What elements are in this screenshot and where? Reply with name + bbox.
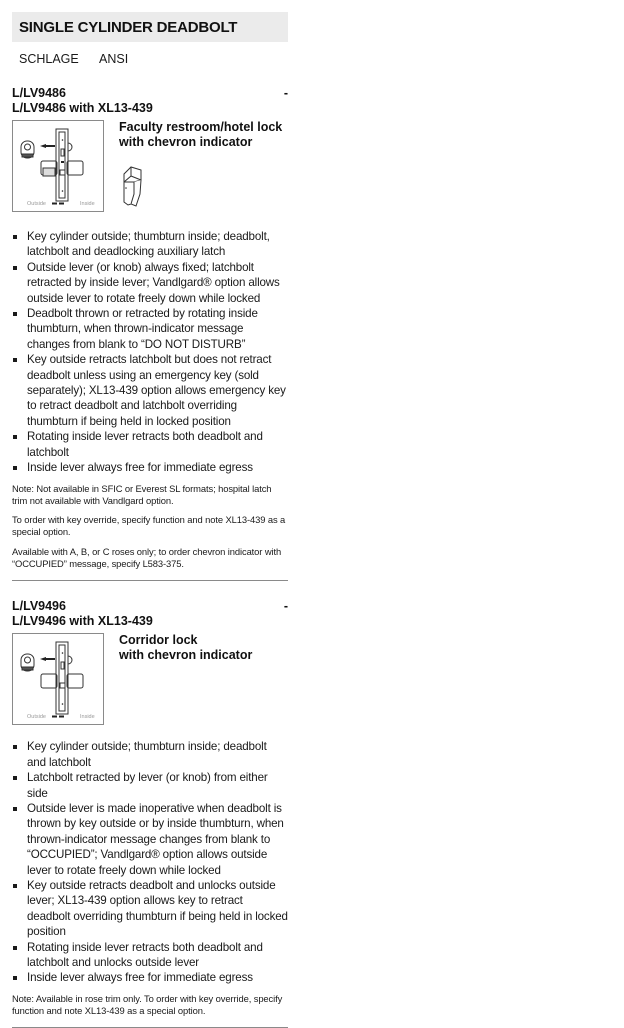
column-headers <box>12 52 288 68</box>
feature-item: Key outside retracts latchbolt but does not retract deadbolt unless using an emergency key (sold separately); XL13-439 option allows emergency key to retract deadbolt and latchbolt overriding thumbturn if being held in locked position <box>12 352 288 429</box>
chevron-indicator-icon <box>121 164 282 215</box>
function-entry <box>12 599 288 1028</box>
figure-row <box>12 633 288 725</box>
section-header <box>12 12 288 42</box>
function-code-variant: L/LV9486 with XL13-439 <box>12 101 153 115</box>
note-text: Note: Available in rose trim only. To order with key override, specify function and note XL13-439 as a special option. <box>12 992 283 1017</box>
feature-item: Outside lever is made inoperative when deadbolt is thrown by key outside or by inside thumbturn, when thrown-indicator message changes from blank to “OCCUPIED”; Vandlgard® option allows outside lever to rotate freely down while locked <box>12 801 288 878</box>
function-title-line: with chevron indicator <box>119 135 253 149</box>
note-text: To order with key override, specify function and note XL13-439 as a special option. <box>12 514 286 538</box>
function-code: L/LV9496 <box>12 599 66 614</box>
feature-item: Inside lever always free for immediate egress <box>12 970 288 985</box>
outside-label: Outside <box>27 201 46 207</box>
feature-item: Rotating inside lever retracts both deadbolt and latchbolt and unlocks outside lever <box>12 940 288 971</box>
feature-list <box>12 739 288 986</box>
feature-list <box>12 229 288 476</box>
function-code-variant: L/LV9496 with XL13-439 <box>12 614 153 629</box>
feature-item: Key cylinder outside; thumbturn inside; deadbolt, latchbolt and deadlocking auxiliary latch <box>12 229 288 260</box>
figure-row <box>12 120 288 215</box>
function-description <box>119 120 282 215</box>
mortise-lock-diagram-icon <box>12 633 104 725</box>
note-text: Available with A, B, or C roses only; to order chevron indicator with “OCCUPIED” message, specify L583-375. <box>12 545 282 569</box>
function-title <box>119 120 282 150</box>
feature-item: Latchbolt retracted by lever (or knob) from either side <box>12 770 288 801</box>
function-entry <box>12 86 288 581</box>
function-title <box>119 633 252 663</box>
function-title-line: Faculty restroom/hotel lock <box>119 120 283 134</box>
function-description <box>119 633 252 725</box>
function-title-line: Corridor lock <box>119 633 198 648</box>
function-code: L/LV9486 <box>12 86 66 100</box>
function-codes <box>12 86 288 116</box>
feature-item: Key outside retracts deadbolt and unlocks outside lever; XL13-439 option allows key to retract deadbolt overriding thumbturn if being held in locked position <box>12 878 288 940</box>
inside-label: Inside <box>80 714 95 721</box>
outside-label: Outside <box>27 714 46 721</box>
section-divider <box>12 580 288 581</box>
feature-item: Inside lever always free for immediate egress <box>12 460 288 475</box>
note-text: Note: Not available in SFIC or Everest SL formats; hospital latch trim not available with Vandlgard option. <box>12 482 272 506</box>
ansi-code: - <box>283 599 288 614</box>
ansi-code: - <box>283 86 288 100</box>
inside-label: Inside <box>80 201 95 207</box>
function-codes <box>12 599 288 629</box>
feature-item: Deadbolt thrown or retracted by rotating inside thumbturn, when thrown-indicator message changes from blank to “DO NOT DISTURB” <box>12 306 288 352</box>
mortise-lock-diagram-icon <box>12 120 104 212</box>
column-header-standard: ANSI <box>99 52 129 66</box>
feature-item: Key cylinder outside; thumbturn inside; deadbolt and latchbolt <box>12 739 288 770</box>
spec-column <box>12 12 288 1028</box>
column-header-brand: SCHLAGE <box>19 52 79 66</box>
function-title-line: with chevron indicator <box>119 648 253 663</box>
section-title: SINGLE CYLINDER DEADBOLT <box>19 18 238 36</box>
feature-item: Rotating inside lever retracts both deadbolt and latchbolt <box>12 429 288 460</box>
feature-item: Outside lever (or knob) always fixed; latchbolt retracted by inside lever; Vandlgard® option allows outside lever to rotate freely down while locked <box>12 260 288 306</box>
